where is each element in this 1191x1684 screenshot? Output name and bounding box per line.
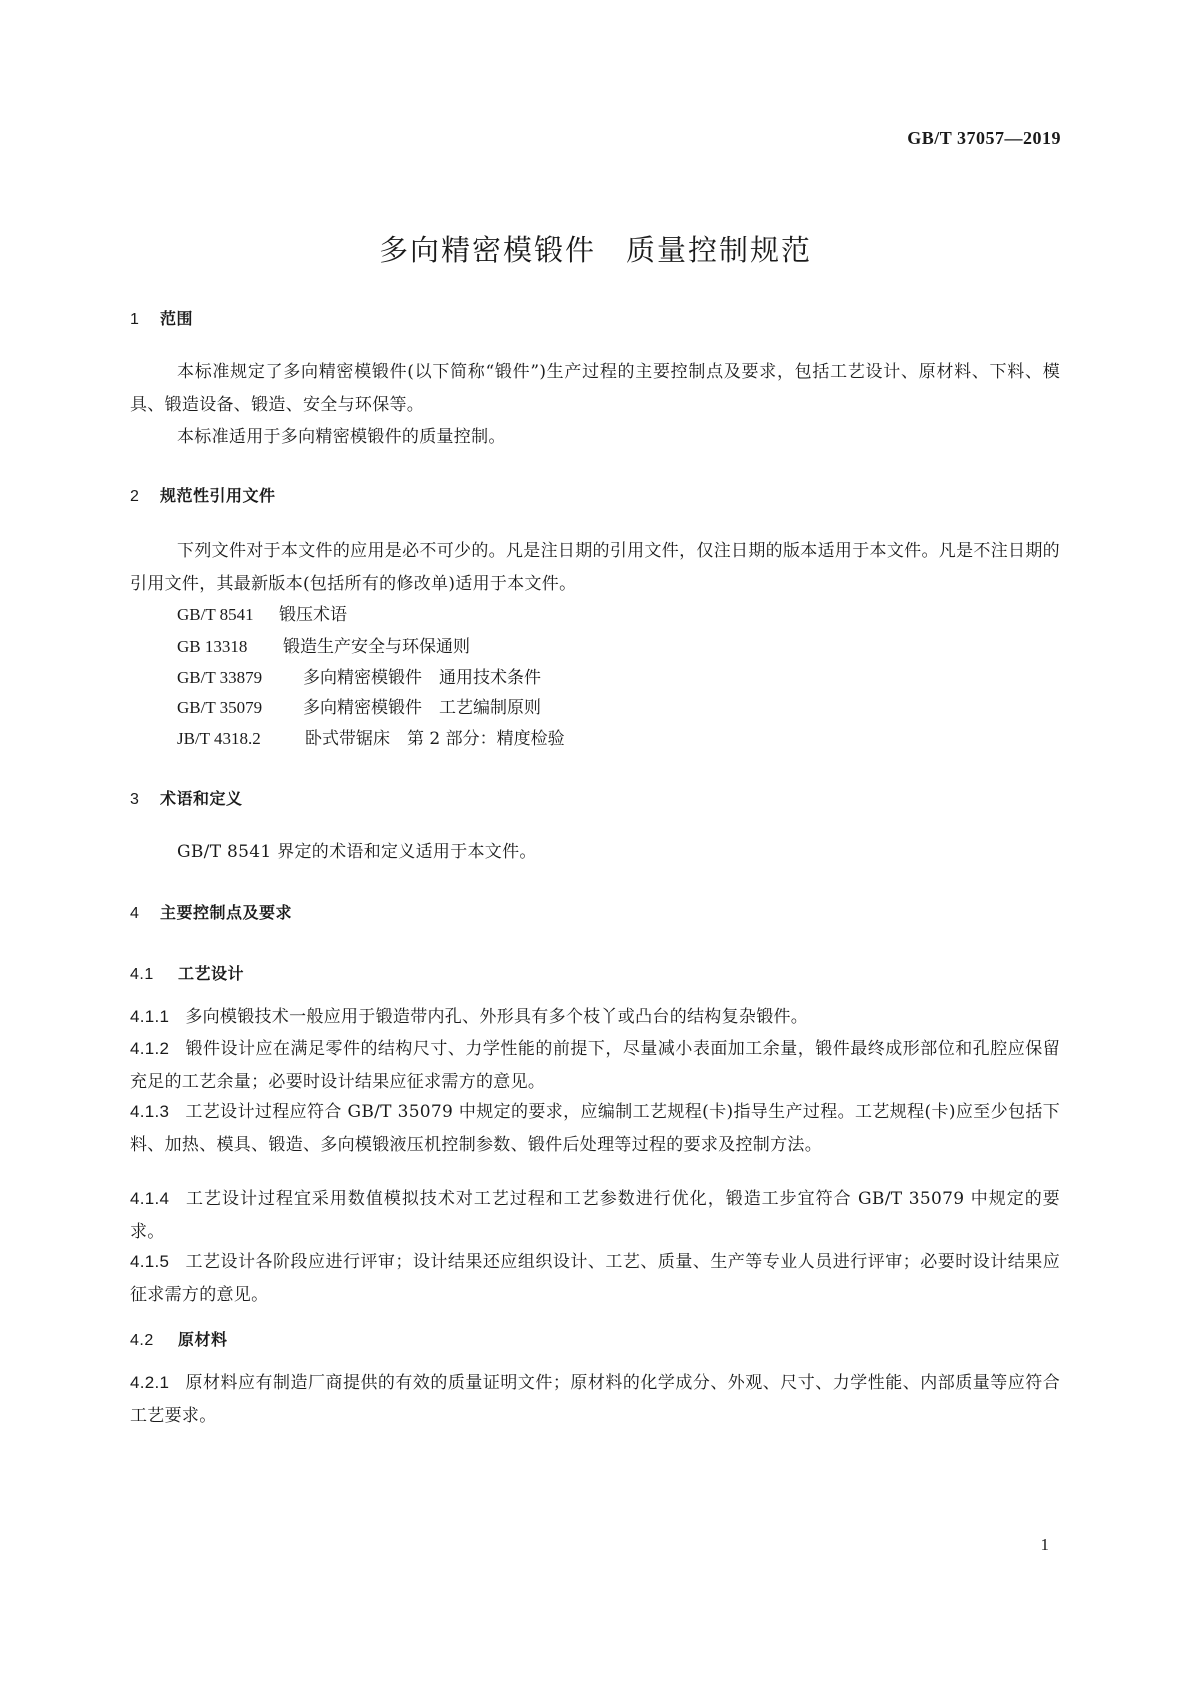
clause-text: 原材料应有制造厂商提供的有效的质量证明文件；原材料的化学成分、外观、尺寸、力学性能、内部质量等应符合工艺要求。 bbox=[130, 1373, 1060, 1426]
clause-number: 4.1.1 bbox=[130, 1007, 170, 1026]
clause-text: 工艺设计过程应符合 GB/T 35079 中规定的要求，应编制工艺规程(卡)指导生产过程。工艺规程(卡)应至少包括下料、加热、模具、锻造、多向模锻液压机控制参数、锻件后处理等过程的要求及控制方法。 bbox=[130, 1102, 1060, 1155]
reference-item bbox=[177, 692, 541, 724]
reference-item bbox=[177, 723, 565, 755]
subsection-title: 原材料 bbox=[178, 1330, 228, 1349]
reference-item bbox=[177, 631, 470, 663]
clause-number: 4.1.2 bbox=[130, 1039, 170, 1058]
clause-text: 工艺设计过程宜采用数值模拟技术对工艺过程和工艺参数进行优化，锻造工步宜符合 GB/T 35079 中规定的要求。 bbox=[130, 1189, 1060, 1242]
section-3-paragraph-1: GB/T 8541 界定的术语和定义适用于本文件。 bbox=[177, 842, 537, 862]
reference-title: 锻造生产安全与环保通则 bbox=[283, 637, 470, 657]
clause-text: 工艺设计各阶段应进行评审；设计结果还应组织设计、工艺、质量、生产等专业人员进行评审；必要时设计结果应征求需方的意见。 bbox=[130, 1252, 1060, 1305]
clause-4-1-2 bbox=[130, 1033, 1060, 1098]
section-1-paragraph-1: 本标准规定了多向精密模锻件(以下简称“锻件”)生产过程的主要控制点及要求，包括工艺设计、原材料、下料、模具、锻造设备、锻造、安全与环保等。 bbox=[130, 362, 1060, 415]
title-part-1: 多向精密模锻件 bbox=[378, 233, 596, 267]
clause-number: 4.1.5 bbox=[130, 1252, 170, 1271]
clause-number: 4.2.1 bbox=[130, 1373, 170, 1392]
clause-number: 4.1.3 bbox=[130, 1102, 170, 1121]
clause-4-2-1 bbox=[130, 1367, 1060, 1432]
section-1-heading bbox=[130, 306, 193, 329]
clause-text: 锻件设计应在满足零件的结构尺寸、力学性能的前提下，尽量减小表面加工余量，锻件最终成形部位和孔腔应保留充足的工艺余量；必要时设计结果应征求需方的意见。 bbox=[130, 1039, 1060, 1092]
clause-text: 多向模锻技术一般应用于锻造带内孔、外形具有多个枝丫或凸台的结构复杂锻件。 bbox=[185, 1007, 809, 1027]
subsection-4-2-heading bbox=[130, 1327, 228, 1350]
reference-code: GB/T 33879 bbox=[177, 668, 263, 687]
reference-code: GB/T 8541 bbox=[177, 605, 254, 624]
reference-title: 卧式带锯床 第 2 部分：精度检验 bbox=[305, 729, 565, 749]
clause-number: 4.1.4 bbox=[130, 1189, 170, 1208]
document-title bbox=[0, 228, 1191, 269]
clause-4-1-4 bbox=[130, 1183, 1060, 1248]
subsection-number: 4.2 bbox=[130, 1332, 154, 1349]
subsection-title: 工艺设计 bbox=[178, 964, 245, 983]
clause-4-1-5 bbox=[130, 1246, 1060, 1311]
section-number: 4 bbox=[130, 905, 140, 922]
reference-code: GB/T 35079 bbox=[177, 698, 263, 717]
section-title: 主要控制点及要求 bbox=[160, 903, 293, 922]
section-2-heading bbox=[130, 483, 276, 506]
clause-4-1-3 bbox=[130, 1096, 1060, 1161]
reference-code: GB 13318 bbox=[177, 637, 248, 656]
section-title: 术语和定义 bbox=[160, 789, 243, 808]
section-4-heading bbox=[130, 900, 292, 923]
page-number: 1 bbox=[1040, 1535, 1049, 1554]
reference-item bbox=[177, 662, 541, 694]
section-title: 范围 bbox=[160, 309, 194, 328]
section-2-paragraph-1: 下列文件对于本文件的应用是必不可少的。凡是注日期的引用文件，仅注日期的版本适用于本文件。凡是不注日期的引用文件，其最新版本(包括所有的修改单)适用于本文件。 bbox=[130, 541, 1060, 594]
reference-code: JB/T 4318.2 bbox=[177, 729, 261, 748]
reference-title: 锻压术语 bbox=[279, 605, 347, 625]
section-number: 1 bbox=[130, 311, 140, 328]
section-number: 2 bbox=[130, 488, 140, 505]
section-3-heading bbox=[130, 786, 243, 809]
standard-number: GB/T 37057—2019 bbox=[907, 128, 1061, 148]
section-number: 3 bbox=[130, 791, 140, 808]
title-part-2: 质量控制规范 bbox=[626, 233, 813, 267]
reference-title: 多向精密模锻件 工艺编制原则 bbox=[303, 698, 541, 718]
clause-4-1-1 bbox=[130, 1001, 1060, 1034]
subsection-4-1-heading bbox=[130, 961, 244, 984]
section-title: 规范性引用文件 bbox=[160, 486, 276, 505]
reference-item bbox=[177, 599, 347, 631]
reference-title: 多向精密模锻件 通用技术条件 bbox=[303, 668, 541, 688]
section-1-paragraph-2: 本标准适用于多向精密模锻件的质量控制。 bbox=[177, 427, 506, 447]
subsection-number: 4.1 bbox=[130, 966, 154, 983]
